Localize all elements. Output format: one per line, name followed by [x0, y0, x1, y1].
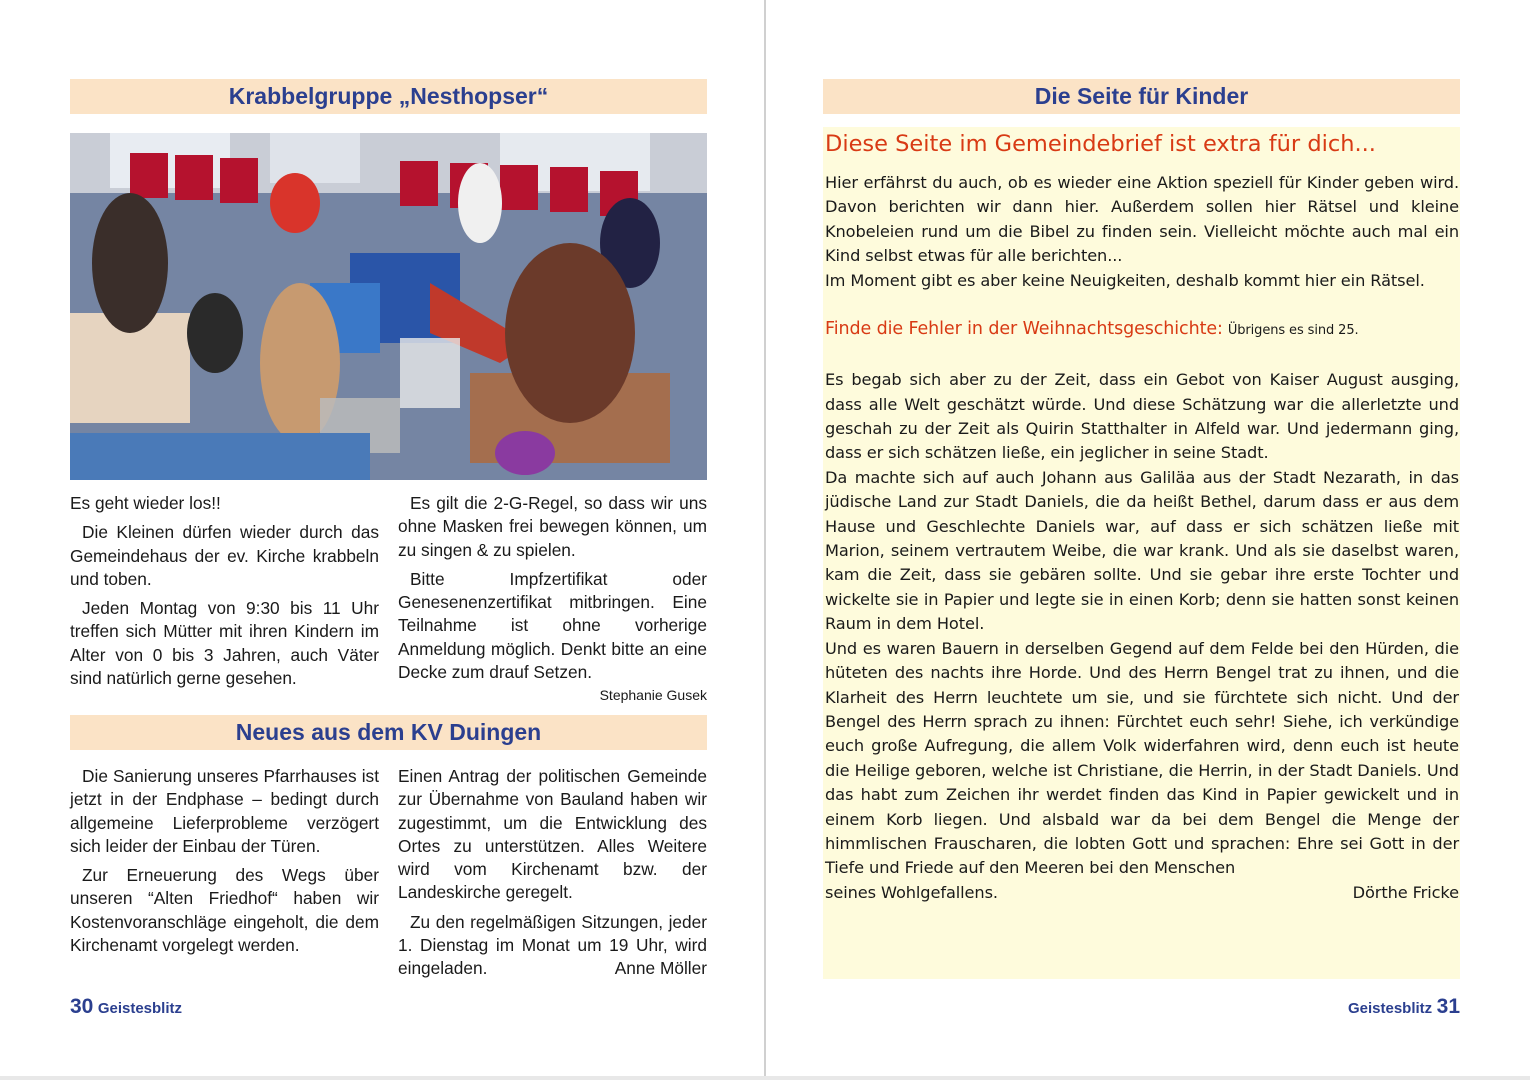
kv-column-1: [70, 765, 379, 963]
spacer: [825, 293, 1459, 317]
paragraph: Und es waren Bauern in derselben Gegend auf dem Felde bei den Hürden, die hüteten des nachts ihre Horde. Und des Herrn Bengel trat zu ihnen, und die Klarheit des Herrn leuchtete um sie, und sie fürchtete sich nicht. Und der Bengel des Herrn sprach zu ihnen: Fürchtet euch sehr! Siehe, ich verkündige euch große Aufregung, die allem Volk widerfahren wird, denn euch ist heute die Heilige geboren, welche ist Christiane, die Herrin, in der Stadt Daniels. Und das habt zum Zeichen ihr werdet finden das Kind in Papier gewickelt und in einem Korb liegen. Und alsbald war da bei dem Bengel die Menge der himmlischen Frauscharen, die lobten Gott und sprachen: Ehre sei Gott in der Tiefe und Friede auf den Meeren bei den Menschen: [825, 638, 1459, 878]
publication-name: Geistesblitz: [97, 1000, 183, 1017]
puzzle-heading: [825, 317, 1459, 343]
author-signature: Stephanie Gusek: [599, 687, 707, 704]
paragraph: Es gilt die 2-G-Regel, so dass wir uns ohne Masken frei bewegen können, um zu singen & zu spielen.: [398, 493, 707, 560]
section-header-kv-duingen: Neues aus dem KV Duingen: [70, 715, 707, 750]
paragraph-end: seines Wohlgefallens.: [825, 882, 998, 902]
kv-column-2: [398, 765, 707, 987]
paragraph: Die Sanierung unseres Pfarrhauses ist jetzt in der Endphase – bedingt durch allgemeine Lieferprobleme verzögert sich leider der Einbau der Türen.: [70, 766, 379, 856]
left-page: [0, 0, 764, 1080]
paragraph: Einen Antrag der politischen Gemeinde zur Übernahme von Bauland haben wir zugestimmt, um die Entwicklung des Ortes zu unterstützen. Alles Weitere wird vom Kirchenamt bzw. der Landeskirche geregelt.: [398, 766, 707, 903]
spacer: [825, 344, 1459, 368]
puzzle-title: Finde die Fehler in der Weihnachtsgeschichte:: [825, 319, 1223, 340]
paragraph: [398, 911, 707, 981]
page-number: 31: [1436, 995, 1460, 1018]
author-signature: Anne Möller: [614, 958, 707, 979]
publication-name: Geistesblitz: [1347, 1000, 1433, 1017]
krabbelgruppe-column-2: [398, 492, 707, 708]
closing-line: [825, 881, 1459, 905]
kids-title: Diese Seite im Gemeindebrief ist extra für dich...: [825, 131, 1376, 157]
playgroup-photo-illustration: [70, 133, 707, 480]
page-footer-right: [1348, 995, 1460, 1019]
paragraph-text: Zu den regelmäßigen Sitzungen, jeder 1. Dienstag im Monat um 19 Uhr, wird eingeladen.: [398, 911, 707, 979]
paragraph: [398, 568, 707, 704]
kids-text: [825, 171, 1459, 905]
photo-playgroup: [70, 133, 707, 480]
right-page: [766, 0, 1530, 1080]
section-header-krabbelgruppe: Krabbelgruppe „Nesthopser“: [70, 79, 707, 114]
page-bottom-edge: [0, 1076, 1530, 1080]
paragraph-text: Bitte Impfzertifikat oder Genesenenzertifikat mitbringen. Eine Teilnahme ist ohne vorherige Anmeldung möglich. Denkt bitte an eine Decke zum drauf Setzen.: [398, 568, 707, 683]
paragraph: Im Moment gibt es aber keine Neuigkeiten, deshalb kommt hier ein Rätsel.: [825, 270, 1425, 290]
krabbelgruppe-column-1: [70, 492, 379, 696]
section-header-kinder: Die Seite für Kinder: [823, 79, 1460, 114]
paragraph: Die Kleinen dürfen wieder durch das Gemeindehaus der ev. Kirche krabbeln und toben.: [70, 522, 379, 589]
paragraph: Zur Erneuerung des Wegs über unseren “Alten Friedhof“ haben wir Kostenvoranschläge eingeholt, die dem Kirchenamt vorgelegt werden.: [70, 865, 379, 956]
paragraph: Es begab sich aber zu der Zeit, dass ein Gebot von Kaiser August ausging, dass alle Welt geschätzt würde. Und diese Schätzung war die allerletzte und geschah zu der Zeit als Quirin Statthalter in Alfeld war. Und jedermann ging, dass er sich schätzen ließe, ein jeglicher in seine Stadt.: [825, 370, 1459, 463]
paragraph: Jeden Montag von 9:30 bis 11 Uhr treffen sich Mütter mit ihren Kindern im Alter von 0 bis 3 Jahren, auch Väter sind natürlich gerne gesehen.: [70, 598, 379, 689]
paragraph: Hier erfährst du auch, ob es wieder eine Aktion speziell für Kinder geben wird. Davon berichten wir dann hier. Außerdem sollen hier Rätsel und kleine Knobeleien rund um die Bibel zu finden sein. Vielleicht möchte auch mal ein Kind selbst etwas für alle berichten...: [825, 173, 1459, 266]
paragraph: Es geht wieder los!!: [70, 493, 221, 513]
kids-content-box: [823, 127, 1460, 979]
author-signature: Dörthe Fricke: [1352, 882, 1459, 902]
paragraph: Da machte sich auf auch Johann aus Galiläa aus der Stadt Nezarath, in das jüdische Land zur Stadt Daniels, die da heißt Bethel, darum dass er aus dem Hause und Geschlechte Daniels war, auf dass er sich schätzen ließe mit Marion, seinem vertrautem Weibe, die war krank. Und als sie daselbst waren, kam die Zeit, dass sie gebären sollte. Und sie gebar ihre erste Tochter und wickelte sie in Papier und legte sie in einen Korb; denn sie hatten sonst keinen Raum in dem Hotel.: [825, 467, 1459, 634]
page-footer-left: [70, 995, 182, 1019]
page-number: 30: [70, 995, 94, 1018]
puzzle-note: Übrigens es sind 25.: [1227, 323, 1359, 339]
